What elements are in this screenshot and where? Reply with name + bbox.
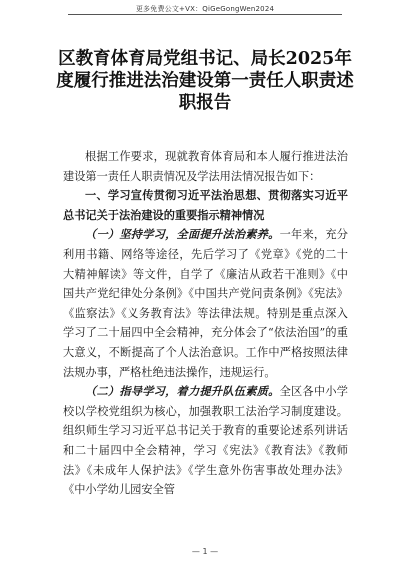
document-body [63, 147, 348, 500]
subsection-lead-2: （二）指导学习，着力提升队伍素质。 [85, 385, 280, 399]
subsection-text-1: 一年来，充分利用书籍、网络等途径，先后学习了《党章》《党的二十大精神解读》等文件，自学了《廉洁从政若干准则》《中国共产党纪律处分条例》《中国共产党问责条例》《宪法》《监察法》《义务教育法》等法律法规。特别是重点深入学习了二十届四中全会精神，充分体会了“依法治国”的重大意义，不断提高了个人法治意识。工作中严格按照法律法规办事，严格杜绝违法操作，违规运行。 [63, 228, 348, 379]
section-heading-1 [63, 186, 348, 225]
page-number: — 1 — [191, 547, 219, 556]
intro-text: 根据工作要求，现就教育体育局和本人履行推进法治建设第一责任人职责情况及学法用法情况报告如下： [63, 150, 348, 183]
subsection-paragraph-2 [63, 382, 348, 500]
intro-paragraph [63, 147, 348, 186]
subsection-lead-1: （一）坚持学习，全面提升法治素养。 [85, 228, 280, 242]
header-watermark-text: 更多免费公文+VX：QiGeGongWen2024 [135, 5, 275, 13]
header-divider [68, 14, 342, 15]
subsection-text-2: 全区各中小学校以学校党组织为核心，加强教职工法治学习制度建设。组织师生学习习近平总书记关于教育的重要论述系列讲话和二十届四中全会精神，学习《宪法》《教育法》《教师法》《未成年人保护法》《学生意外伤害事故处理办法》《中小学幼儿园安全管 [63, 385, 348, 497]
subsection-paragraph-1 [63, 225, 348, 382]
section-heading-text: 一、学习宣传贯彻习近平法治思想、贯彻落实习近平总书记关于法治建设的重要指示精神情况 [63, 188, 348, 222]
document-title: 区教育体育局党组书记、局长2025年度履行推进法治建设第一责任人职责述职报告 [56, 49, 354, 113]
